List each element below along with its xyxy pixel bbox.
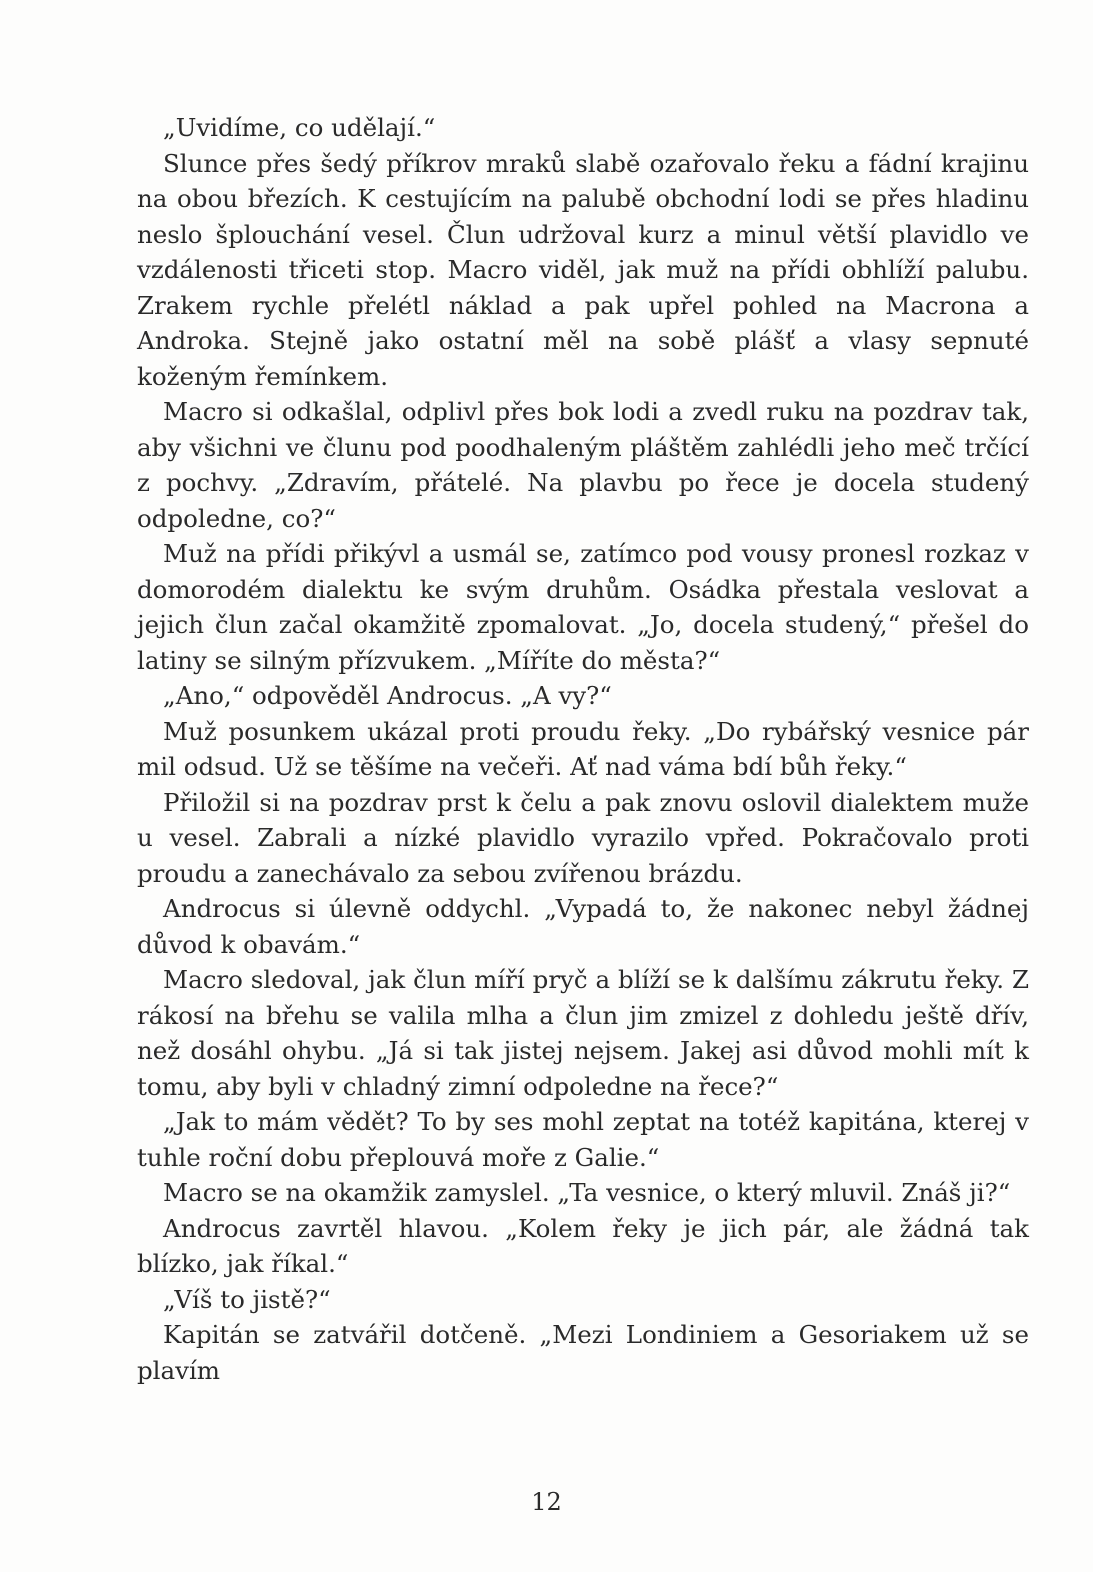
page-number: 12 bbox=[531, 1488, 562, 1516]
paragraph: Macro se na okamžik zamyslel. „Ta vesnice, o který mluvil. Znáš ji?“ bbox=[163, 1178, 1011, 1207]
paragraph: „Jak to mám vědět? To by ses mohl zeptat na totéž kapitána, kterej v tuhle roční dobu přeplouvá moře z Galie.“ bbox=[137, 1107, 1029, 1172]
paragraph: Androcus si úlevně oddychl. „Vypadá to, že nakonec nebyl žádnej důvod k obavám.“ bbox=[137, 894, 1029, 959]
paragraph: Macro si odkašlal, odplivl přes bok lodi a zvedl ruku na pozdrav tak, aby všichni ve člunu pod poodhaleným pláštěm zahlédli jeho meč trčící z pochvy. „Zdravím, přátelé. Na plavbu po řece je docela studený odpoledne, co?“ bbox=[137, 397, 1029, 533]
paragraph: Muž na přídi přikývl a usmál se, zatímco pod vousy pronesl rozkaz v domorodém dialektu ke svým druhům. Osádka přestala veslovat a jejich člun začal okamžitě zpomalovat. „Jo, docela studený,“ přešel do latiny se silným přízvukem. „Míříte do města?“ bbox=[137, 539, 1029, 675]
body-text bbox=[137, 110, 1029, 1388]
paragraph: „Uvidíme, co udělají.“ bbox=[163, 113, 436, 142]
paragraph: Přiložil si na pozdrav prst k čelu a pak znovu oslovil dialektem muže u vesel. Zabrali a nízké plavidlo vyrazilo vpřed. Pokračovalo proti proudu a zanechávalo za sebou zvířenou brázdu. bbox=[137, 787, 1029, 888]
paragraph: „Ano,“ odpověděl Androcus. „A vy?“ bbox=[163, 681, 612, 710]
paragraph: Androcus zavrtěl hlavou. „Kolem řeky je jich pár, ale žádná tak blízko, jak říkal.“ bbox=[137, 1213, 1029, 1278]
paragraph: Kapitán se zatvářil dotčeně. „Mezi Londiniem a Gesoriakem už se plavím bbox=[137, 1320, 1029, 1385]
paragraph: Slunce přes šedý příkrov mraků slabě ozařovalo řeku a fádní krajinu na obou březích. K cestujícím na palubě obchodní lodi se přes hladinu neslo šplouchání vesel. Člun udržoval kurz a minul větší plavidlo ve vzdálenosti třiceti stop. Macro viděl, jak muž na přídi obhlíží palubu. Zrakem rychle přelétl náklad a pak upřel pohled na Macrona a Androka. Stejně jako ostatní měl na sobě plášť a vlasy sepnuté koženým řemínkem. bbox=[137, 148, 1029, 391]
paragraph: „Víš to jistě?“ bbox=[163, 1284, 331, 1314]
paragraph: Muž posunkem ukázal proti proudu řeky. „Do rybářský vesnice pár mil odsud. Už se těšíme na večeři. Ať nad váma bdí bůh řeky.“ bbox=[137, 716, 1029, 781]
paragraph: Macro sledoval, jak člun míří pryč a blíží se k dalšímu zákrutu řeky. Z rákosí na břehu se valila mlha a člun jim zmizel z dohledu ještě dřív, než dosáhl ohybu. „Já si tak jistej nejsem. Jakej asi důvod mohli mít k tomu, aby byli v chladný zimní odpoledne na řece?“ bbox=[137, 965, 1029, 1101]
